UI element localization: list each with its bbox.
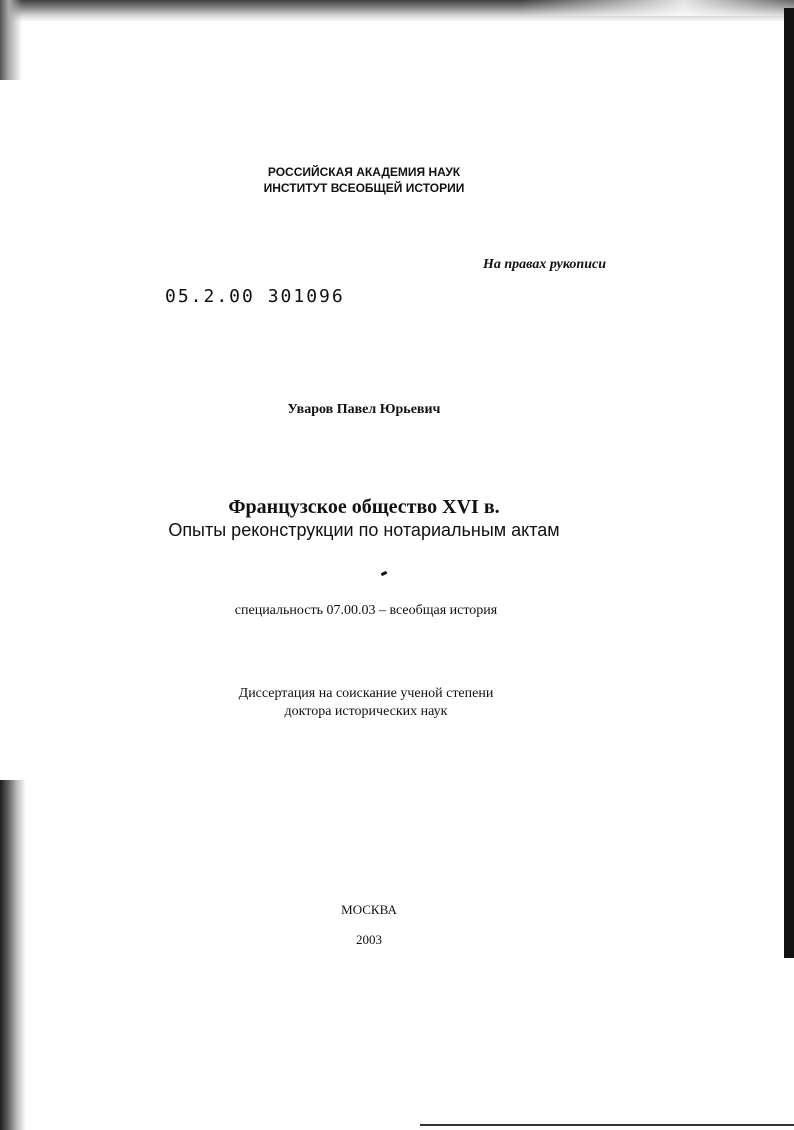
dissertation-title: Французское общество XVI в. (228, 496, 500, 518)
specialty-line: специальность 07.00.03 – всеобщая история (234, 603, 498, 618)
author-name: Уваров Павел Юрьевич (287, 402, 441, 417)
degree-line-1: Диссертация на соискание ученой степени (238, 686, 494, 701)
city: МОСКВА (341, 902, 397, 917)
degree-line-2: доктора исторических наук (284, 704, 448, 719)
scan-edge-bottom (420, 1124, 794, 1126)
academy-name: РОССИЙСКАЯ АКАДЕМИЯ НАУК (267, 165, 461, 179)
scan-edge-left-top (0, 0, 22, 80)
rights-note: На правах рукописи (483, 257, 606, 272)
scan-edge-right (784, 8, 794, 958)
institute-name: ИНСТИТУТ ВСЕОБЩЕЙ ИСТОРИИ (263, 181, 465, 195)
scan-edge-left (0, 780, 26, 1130)
registration-stamp: 05.2.00 301096 (165, 286, 345, 307)
scan-edge-top-fade (520, 0, 794, 16)
year: 2003 (356, 932, 382, 947)
ink-mark (381, 571, 388, 576)
dissertation-subtitle: Опыты реконструкции по нотариальным актам (168, 520, 560, 540)
